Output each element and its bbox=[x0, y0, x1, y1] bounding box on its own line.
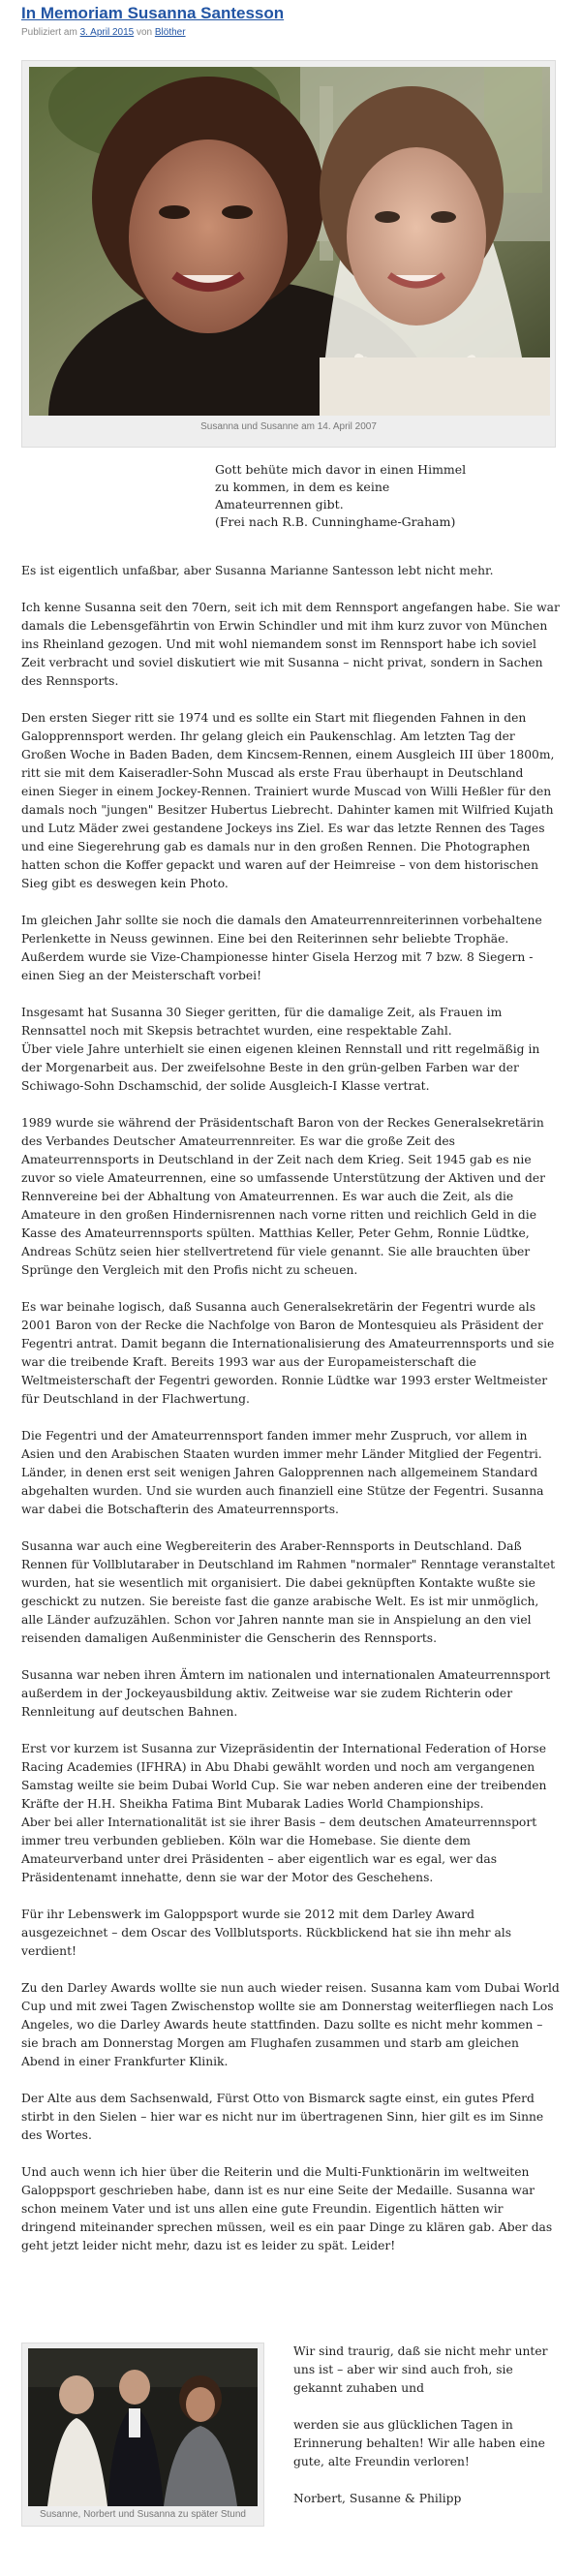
paragraph: Ich kenne Susanna seit den 70ern, seit ich mit dem Rennsport angefangen habe. Sie war damals die Lebensgefährtin von Erwin Schindler und mit ihm kurz zuvor von München ins Rheinland gezogen. Und mit wohl niemandem sonst im Rennsport habe ich soviel Zeit verbracht und soviel diskutiert wie mit Susanna – nicht privat, sondern in Sachen des Rennsports. bbox=[21, 601, 560, 688]
paragraph: Erst vor kurzem ist Susanna zur Vizepräsidentin der International Federation of Horse Racing Academies (IFHRA) in Abu Dhabi gewählt worden und noch am vergangenen Samstag weilte sie beim Dubai World Cup. Sie war neben anderen eine der treibenden Kräfte der H.H. Sheikha Fatima Bint Mubarak Ladies World Championships. Aber bei aller Internationalität ist sie ihrer Basis – dem deutschen Amateurrennsport immer treu verbunden geblieben. Köln war die Homebase. Sie diente dem Amateurverband unter drei Präsidenten – aber eigentlich war es egal, wer das Präsidentenamt innehatte, denn sie war der Motor des Geschehens. bbox=[21, 1742, 547, 1884]
paragraph: Es war beinahe logisch, daß Susanna auch Generalsekretärin der Fegentri wurde als 2001 Baron von der Recke die Nachfolge von Baron de Montesquieu als Präsident der Fegentri antrat. Damit begann die Internationalisierung des Amateurrennsports und sie war die treibende Kraft. Bereits 1993 war aus der Europameisterschaft die Weltmeisterschaft der Fegentri geworden. Ronnie Lüdtke war 1993 erster Weltmeister für Deutschland in der Flachwertung. bbox=[21, 1300, 555, 1406]
paragraph: 1989 wurde sie während der Präsidentschaft Baron von der Reckes Generalsekretärin des Verbandes Deutscher Amateurrennreiter. Es war die große Zeit des Amateurrennsports in Deutschland in der Zeit nach dem Krieg. Seit 1945 gab es nie zuvor so viele Amateurrennen, eine so umfassende Unterstützung der Aktiven und der Rennvereine bei der Abhaltung von Amateurrennen. Es war auch die Zeit, als die Amateure in den großen Hindernisrennen nach vorne ritten und reichlich Geld in die Kasse des Amateurrennsports spülten. Matthias Keller, Peter Gehm, Ronnie Lüdtke, Andreas Schütz seien hier stellvertretend für viele genannt. Sie alle brauchten über Sprünge den Vergleich mit den Profis nicht zu scheuen. bbox=[21, 1116, 546, 1277]
paragraph: Der Alte aus dem Sachsenwald, Fürst Otto von Bismarck sagte einst, ein gutes Pferd stirbt in den Sielen – hier war es nicht nur im übertragenen Sinn, hier gilt es im Sinne des Wortes. bbox=[21, 2092, 544, 2142]
paragraph: Für ihr Lebenswerk im Galoppsport wurde sie 2012 mit dem Darley Award ausgezeichnet – dem Oscar des Vollblutsports. Rückblickend hat sie ihn mehr als verdient! bbox=[21, 1908, 512, 1958]
closing-paragraph: werden sie aus glücklichen Tagen in Erinnerung behalten! Wir alle haben eine gute, alte Freundin verloren! bbox=[293, 2418, 545, 2468]
by-label: von bbox=[136, 27, 153, 38]
closing-paragraph: Wir sind traurig, daß sie nicht mehr unter uns ist – aber wir sind auch froh, sie gekannt zuhaben und bbox=[293, 2344, 548, 2395]
paragraph: Es ist eigentlich unfaßbar, aber Susanna Marianne Santesson lebt nicht mehr. bbox=[21, 564, 494, 577]
closing-signature: Norbert, Susanne & Philipp bbox=[293, 2492, 462, 2505]
post-date-link[interactable]: 3. April 2015 bbox=[79, 27, 135, 38]
closing-text bbox=[293, 2343, 565, 2527]
article-body bbox=[21, 562, 560, 2274]
paragraph: Die Fegentri und der Amateurrennsport fanden immer mehr Zuspruch, vor allem in Asien und den Arabischen Staaten wurden immer mehr Länder Mitglied der Fegentri. Länder, in denen erst seit wenigen Jahren Galopprennen nach allgemeinem Standard abgehalten wurden. Und sie wurden auch finanziell eine Stütze der Fegentri. Susanna war dabei die Botschafterin des Amateurrennsports. bbox=[21, 1429, 544, 1516]
epigraph-line: Gott behüte mich davor in einen Himmel bbox=[215, 462, 467, 477]
post-meta bbox=[21, 27, 186, 38]
published-prefix: Publiziert am bbox=[21, 27, 77, 38]
paragraph: Den ersten Sieger ritt sie 1974 und es sollte ein Start mit fliegenden Fahnen in den Galopprennsport werden. Ihr gelang gleich ein Paukenschlag. Am letzten Tag der Großen Woche in Baden Baden, dem Kincsem-Rennen, einem Ausgleich III über 1800m, ritt sie mit dem Kaiseradler-Sohn Muscad als erste Frau überhaupt in Deutschland einen Sieger in einem Jockey-Rennen. Trainiert wurde Muscad von Willi Heßler für den damals noch "jungen" Besitzer Hubertus Liebrecht. Dahinter kamen mit Wilfried Kujath und Lutz Mäder zwei gestandene Jockeys ins Ziel. Es war das letzte Rennen des Tages und eine Siegerehrung gab es damals nur in den großen Rennen. Die Photographen hatten schon die Koffer gepackt und waren auf der Heimreise – von dem historischen Sieg gibt es deswegen kein Photo. bbox=[21, 711, 555, 890]
photo2-caption: Susanne, Norbert und Susanna zu später Stund bbox=[40, 2509, 246, 2520]
epigraph bbox=[215, 461, 466, 531]
group-photo bbox=[28, 2348, 258, 2506]
photo-caption: Susanna und Susanne am 14. April 2007 bbox=[200, 421, 377, 432]
paragraph: Susanna war auch eine Wegbereiterin des Araber-Rennsports in Deutschland. Daß Rennen für Vollblutaraber in Deutschland im Rahmen "normaler" Renntage veranstaltet wurden, hat sie wesentlich mit organisiert. Die dabei geknüpften Kontakte wußte sie geschickt zu nutzen. Sie bereiste fast die ganze arabische Welt. Es ist mir unmöglich, alle Länder aufzuzählen. Schon vor Jahren nannte man sie in Anspielung an den viel reisenden damaligen Außenminister die Genscherin des Rennsports. bbox=[21, 1539, 556, 1645]
photo-figure bbox=[21, 60, 556, 448]
paragraph: Im gleichen Jahr sollte sie noch die damals den Amateurrennreiterinnen vorbehaltene Perlenkette in Neuss gewinnen. Eine bei den Reiterinnen sehr beliebte Trophäe. Außerdem wurde sie Vize-Championesse hinter Gisela Herzog mit 7 bzw. 8 Siegern - einen Sieg an der Meisterschaft vorbei! bbox=[21, 914, 542, 982]
paragraph: Insgesamt hat Susanna 30 Sieger geritten, für die damalige Zeit, als Frauen im Rennsattel noch mit Skepsis betrachtet wurden, eine respektable Zahl. Über viele Jahre unterhielt sie einen eigenen kleinen Rennstall und ritt regelmäßig in der Morgenarbeit aus. Der zweifelsohne Beste in den grün-gelben Farben war der Schiwago-Sohn Dschamschid, der solide Ausgleich-I Klasse vertrat. bbox=[21, 1006, 540, 1093]
epigraph-attribution: (Frei nach R.B. Cunninghame-Graham) bbox=[215, 514, 456, 529]
post-title[interactable]: In Memoriam Susanna Santesson bbox=[21, 4, 285, 22]
paragraph: Zu den Darley Awards wollte sie nun auch wieder reisen. Susanna kam vom Dubai World Cup und mit zwei Tagen Zwischenstop wollte sie am Donnerstag weiterfliegen nach Los Angeles, wo die Darley Awards heute stattfinden. Dazu sollte es nicht mehr kommen – sie brach am Donnerstag Morgen am Flughafen zusammen und starb am gleichen Abend in einer Frankfurter Klinik. bbox=[21, 1981, 560, 2068]
epigraph-line: zu kommen, in dem es keine bbox=[215, 480, 390, 494]
photo2-figure bbox=[21, 2343, 264, 2527]
paragraph: Susanna war neben ihren Ämtern im nationalen und internationalen Amateurrennsport außerdem in der Jockeyausbildung aktiv. Zeitweise war sie zudem Richterin oder Rennleitung auf deutschen Bahnen. bbox=[21, 1668, 551, 1719]
epigraph-line: Amateurrennen gibt. bbox=[215, 497, 344, 512]
portrait-photo bbox=[29, 67, 550, 416]
paragraph: Und auch wenn ich hier über die Reiterin und die Multi-Funktionärin im weltweiten Galoppsport geschrieben habe, dann ist es nur eine Seite der Medaille. Susanna war schon meinem Vater und ist uns allen eine gute Freundin. Eigentlich hätten wir dringend miteinander sprechen müssen, weil es ein paar Dinge zu klären gab. Aber das geht jetzt leider nicht mehr, dazu ist es leider zu spät. Leider! bbox=[21, 2165, 553, 2252]
author-link[interactable]: Blöther bbox=[154, 27, 186, 38]
